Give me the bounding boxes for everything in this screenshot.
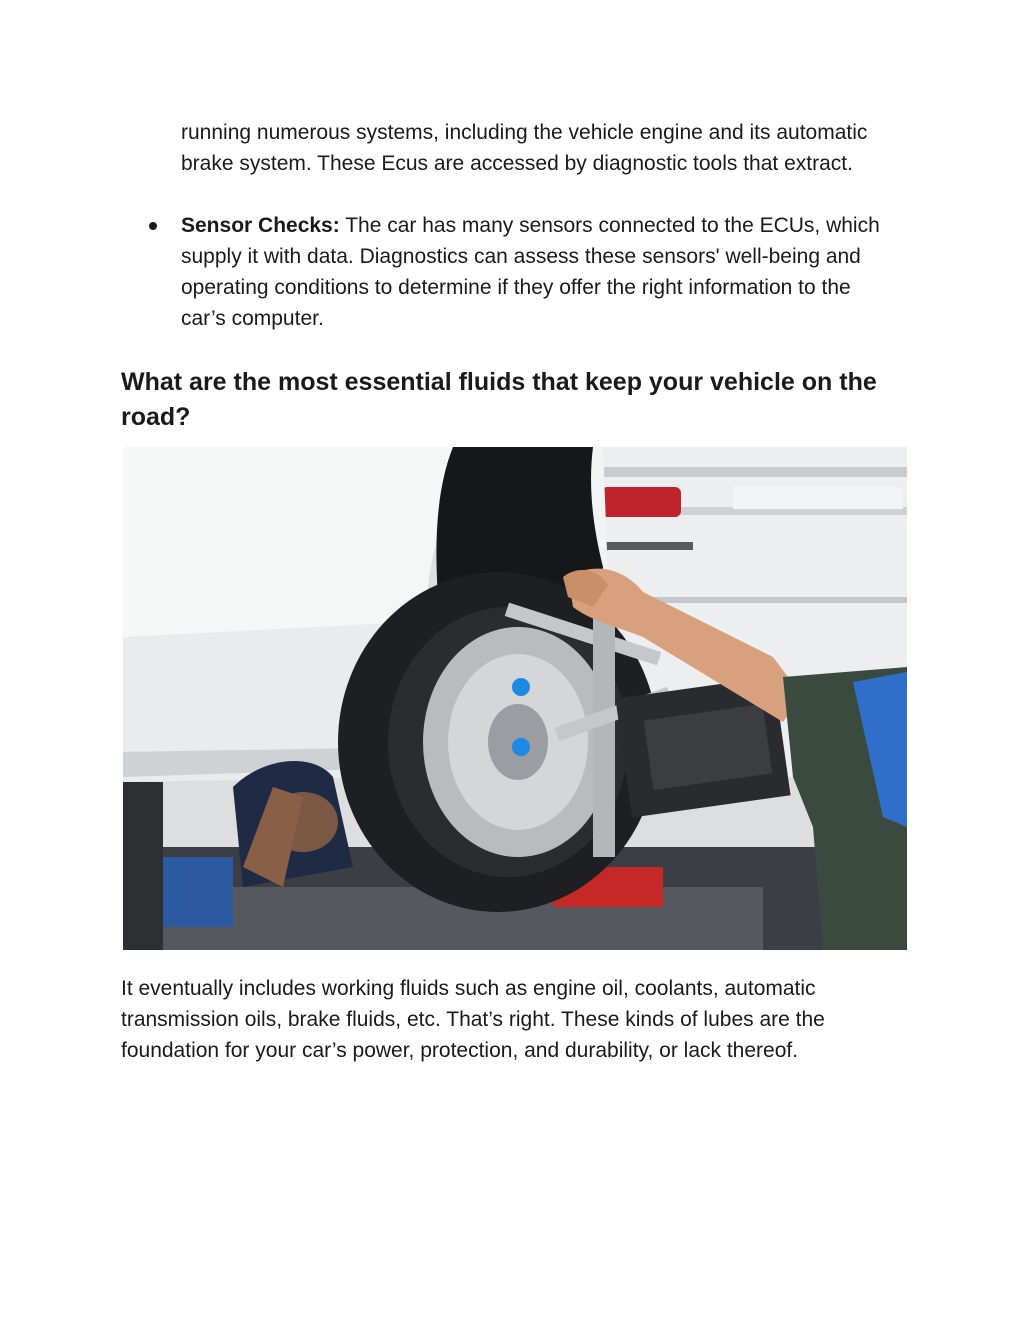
bullet-dot (149, 222, 157, 230)
section-heading: What are the most essential fluids that keep your vehicle on the road? (121, 368, 877, 431)
bullet-text: The car has many sensors connected to the ECUs, which supply it with data. Diagnostics can assess these sensors' well-being and operating conditions to determine if they offer the right information to the car’s computer. (181, 214, 880, 330)
wheel-alignment-photo (123, 447, 907, 950)
bullet-item-sensor-checks (181, 210, 901, 334)
continuation-paragraph: running numerous systems, including the vehicle engine and its automatic brake system. These Ecus are accessed by diagnostic tools that extract. (181, 121, 868, 175)
bullet-term: Sensor Checks: (181, 214, 340, 237)
body-paragraph: It eventually includes working fluids such as engine oil, coolants, automatic transmission oils, brake fluids, etc. That’s right. These kinds of lubes are the foundation for your car’s power, protection, and durability, or lack thereof. (121, 977, 825, 1062)
